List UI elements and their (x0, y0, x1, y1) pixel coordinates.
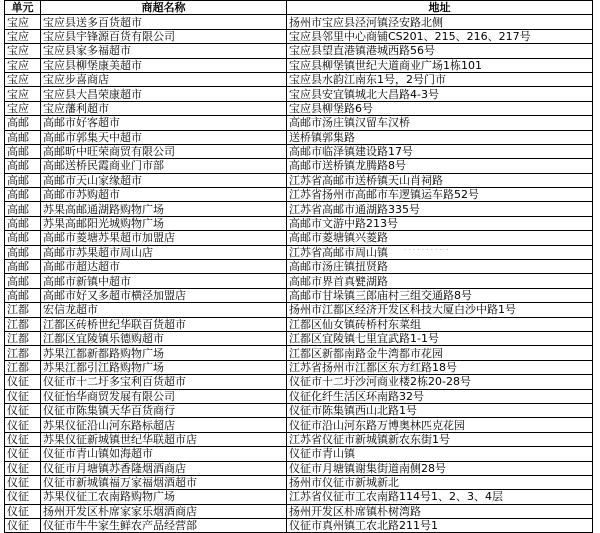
cell-address: 高邮市菱塘镇兴菱路 (287, 231, 593, 245)
table-row (5, 29, 593, 43)
cell-address: 宝应县安宜镇城北大昌路4-3号 (287, 87, 593, 101)
table-row (5, 274, 593, 288)
table-row (5, 130, 593, 144)
cell-address: 仪征市十二圩沙河商业楼2栋20-28号 (287, 375, 593, 389)
cell-address: 仪征市青山镇 (287, 447, 593, 461)
cell-store-name: 仪征市陈集镇天华百货商行 (41, 403, 287, 417)
table-row (5, 260, 593, 274)
cell-store-name: 高邮市苏购超市 (41, 188, 287, 202)
cell-unit: 江都 (5, 303, 41, 317)
cell-address: 仪征市陈集镇西山北路1号 (287, 403, 593, 417)
cell-store-name: 高邮市苏果超市周山店 (41, 245, 287, 259)
cell-store-name: 苏果仪征工农南路购物广场 (41, 490, 287, 504)
cell-address: 江都区新都南路金牛湾都市花园 (287, 346, 593, 360)
cell-unit: 江都 (5, 317, 41, 331)
table-row (5, 418, 593, 432)
cell-store-name: 宝应县宇锋源百货有限公司 (41, 29, 287, 43)
cell-unit: 宝应 (5, 44, 41, 58)
cell-store-name: 高邮市菱塘苏果超市加盟店 (41, 231, 287, 245)
table-row (5, 44, 593, 58)
cell-store-name: 苏果江都新都路购物广场 (41, 346, 287, 360)
cell-address: 仪征市月塘镇谢集街道南侧28号 (287, 461, 593, 475)
cell-address: 江苏省仪征市工农南路114号1、2、3、4层 (287, 490, 593, 504)
faint-mark: · · · · · · · · ·· · (404, 246, 449, 254)
cell-store-name: 高邮市天山家缘超市 (41, 173, 287, 187)
table-row (5, 58, 593, 72)
cell-address: 高邮市文游中路213号 (287, 216, 593, 230)
cell-unit: 江都 (5, 346, 41, 360)
table-row (5, 245, 593, 259)
table-body (5, 15, 593, 533)
table-row (5, 101, 593, 115)
cell-unit: 宝应 (5, 29, 41, 43)
cell-unit: 高邮 (5, 202, 41, 216)
table-row (5, 15, 593, 29)
cell-address: 江苏省高邮市送桥镇天山肖祠路 (287, 173, 593, 187)
cell-store-name: 宝应步喜商店 (41, 72, 287, 86)
cell-address: 仪征市沿山河东路万博奥林匹克花园 (287, 418, 593, 432)
table-row (5, 216, 593, 230)
cell-unit: 高邮 (5, 130, 41, 144)
cell-unit: 高邮 (5, 216, 41, 230)
cell-unit: 仪征 (5, 490, 41, 504)
cell-address: 江苏省仪征市新城镇新农东街1号 (287, 432, 593, 446)
cell-store-name: 宏信龙超市 (41, 303, 287, 317)
cell-address: 扬州市宝应县泾河镇泾安路北侧 (287, 15, 593, 29)
cell-unit: 宝应 (5, 72, 41, 86)
table-row (5, 331, 593, 345)
cell-store-name: 扬州开发区朴席家家乐烟酒商店 (41, 504, 287, 518)
cell-store-name: 高邮送桥民霞商业门市部 (41, 159, 287, 173)
cell-store-name: 仪征市十二圩多宝利百货超市 (41, 375, 287, 389)
table-row (5, 461, 593, 475)
cell-address: 高邮市甘垛镇三郎庙村三组交通路8号 (287, 288, 593, 302)
cell-address: 宝应县柳堡镇世纪大道商业广场1栋101 (287, 58, 593, 72)
cell-store-name: 宝应县大昌荣康超市 (41, 87, 287, 101)
cell-address: 扬州市江都区经济开发区科技大厦白沙中路1号 (287, 303, 593, 317)
cell-address: 高邮市界首真甓湖路 (287, 274, 593, 288)
table-row (5, 188, 593, 202)
cell-address: 送桥镇郭集路 (287, 130, 593, 144)
table-row (5, 504, 593, 518)
cell-unit: 江都 (5, 360, 41, 374)
cell-store-name: 江都区宜陵镇乐德购超市 (41, 331, 287, 345)
cell-store-name: 宝应县送多百货超市 (41, 15, 287, 29)
cell-address: 江都区仙女镇砖桥村东菜组 (287, 317, 593, 331)
cell-address: 扬州市仪征市新城新北 (287, 475, 593, 489)
cell-address: 江苏省扬州市江都区东方红路18号 (287, 360, 593, 374)
table-row (5, 288, 593, 302)
cell-address: 高邮市汤庄镇汉留车汉桥 (287, 116, 593, 130)
cell-store-name: 苏果江都引江路购物广场 (41, 360, 287, 374)
cell-store-name: 高邮市超达超市 (41, 260, 287, 274)
table-row (5, 173, 593, 187)
cell-unit: 仪征 (5, 447, 41, 461)
table-row (5, 202, 593, 216)
cell-unit: 宝应 (5, 101, 41, 115)
table-row (5, 360, 593, 374)
cell-address: 高邮市汤庄镇扭贤路 (287, 260, 593, 274)
cell-address: 宝应县柳堡路6号 (287, 101, 593, 115)
table-row (5, 72, 593, 86)
header-row (5, 1, 593, 15)
cell-unit: 高邮 (5, 260, 41, 274)
cell-unit: 宝应 (5, 87, 41, 101)
header-store-name: 商超名称 (41, 1, 287, 15)
cell-address: 江都区宜陵镇七里宜武路1-1号 (287, 331, 593, 345)
cell-address: 江苏省高邮市周山镇 (287, 245, 593, 259)
cell-unit: 仪征 (5, 519, 41, 533)
cell-unit: 高邮 (5, 144, 41, 158)
cell-address: 仪征化纤生活区环南路32号 (287, 389, 593, 403)
cell-unit: 仪征 (5, 475, 41, 489)
cell-unit: 高邮 (5, 231, 41, 245)
cell-store-name: 高邮市好又多超市横泾加盟店 (41, 288, 287, 302)
cell-store-name: 苏果仪征新城镇世纪华联超市店 (41, 432, 287, 446)
cell-store-name: 高邮市郭集天中超市 (41, 130, 287, 144)
table-row (5, 231, 593, 245)
table-row (5, 159, 593, 173)
cell-unit: 宝应 (5, 15, 41, 29)
cell-unit: 高邮 (5, 116, 41, 130)
cell-unit: 仪征 (5, 403, 41, 417)
cell-unit: 仪征 (5, 461, 41, 475)
table-row (5, 490, 593, 504)
cell-unit: 高邮 (5, 159, 41, 173)
cell-unit: 高邮 (5, 245, 41, 259)
cell-unit: 仪征 (5, 504, 41, 518)
cell-unit: 仪征 (5, 418, 41, 432)
table-row (5, 519, 593, 533)
table-row (5, 144, 593, 158)
cell-unit: 仪征 (5, 375, 41, 389)
cell-store-name: 高邮市好客超市 (41, 116, 287, 130)
header-address: 地址 (287, 1, 593, 15)
table-row (5, 317, 593, 331)
cell-unit: 高邮 (5, 288, 41, 302)
table-row (5, 475, 593, 489)
cell-address: 宝应县水韵江南东1号，2号门市 (287, 72, 593, 86)
table-row (5, 403, 593, 417)
cell-store-name: 仪征市月塘镇苏香隆烟酒商店 (41, 461, 287, 475)
cell-store-name: 仪征怡华商贸发展有限公司 (41, 389, 287, 403)
cell-store-name: 苏果高邮阳光城购物广场 (41, 216, 287, 230)
cell-store-name: 宝应县柳堡康美超市 (41, 58, 287, 72)
cell-store-name: 高邮市新镇中超市 (41, 274, 287, 288)
table-row (5, 432, 593, 446)
cell-address: 宝应县邻里中心商铺CS201、215、216、217号 (287, 29, 593, 43)
cell-unit: 宝应 (5, 58, 41, 72)
cell-store-name: 宝应县家多福超市 (41, 44, 287, 58)
table-row (5, 346, 593, 360)
table-row (5, 116, 593, 130)
cell-store-name: 苏果仪征沿山河东路标超店 (41, 418, 287, 432)
cell-store-name: 高邮昕中旺荣商贸有限公司 (41, 144, 287, 158)
cell-unit: 江都 (5, 331, 41, 345)
header-unit: 单元 (5, 1, 41, 15)
cell-store-name: 江都区砖桥世纪华联百货超市 (41, 317, 287, 331)
cell-address: 高邮市临泽镇建设路17号 (287, 144, 593, 158)
cell-store-name: 苏果高邮通湖路购物广场 (41, 202, 287, 216)
cell-store-name: 仪征市新城镇福万家福烟酒超市 (41, 475, 287, 489)
cell-address: 扬州开发区朴席镇朴树湾路 (287, 504, 593, 518)
cell-address: 高邮市送桥镇龙腾路8号 (287, 159, 593, 173)
table-row (5, 375, 593, 389)
cell-unit: 高邮 (5, 173, 41, 187)
cell-store-name: 仪征市牛牛家生鲜农产品经营部 (41, 519, 287, 533)
cell-store-name: 宝应藩利超市 (41, 101, 287, 115)
table-row (5, 447, 593, 461)
cell-address: 仪征市真州镇工农北路211号1 (287, 519, 593, 533)
table-row (5, 303, 593, 317)
table-row (5, 87, 593, 101)
cell-unit: 高邮 (5, 274, 41, 288)
cell-unit: 高邮 (5, 188, 41, 202)
cell-address: 宝应县望直港镇港城西路56号 (287, 44, 593, 58)
cell-unit: 仪征 (5, 432, 41, 446)
table-row (5, 389, 593, 403)
store-list-table (4, 0, 593, 533)
cell-address: 江苏省扬州市高邮市车逻镇运车路52号 (287, 188, 593, 202)
cell-address: 江苏省高邮市通湖路335号 (287, 202, 593, 216)
cell-unit: 仪征 (5, 389, 41, 403)
cell-store-name: 仪征市青山镇如海超市 (41, 447, 287, 461)
